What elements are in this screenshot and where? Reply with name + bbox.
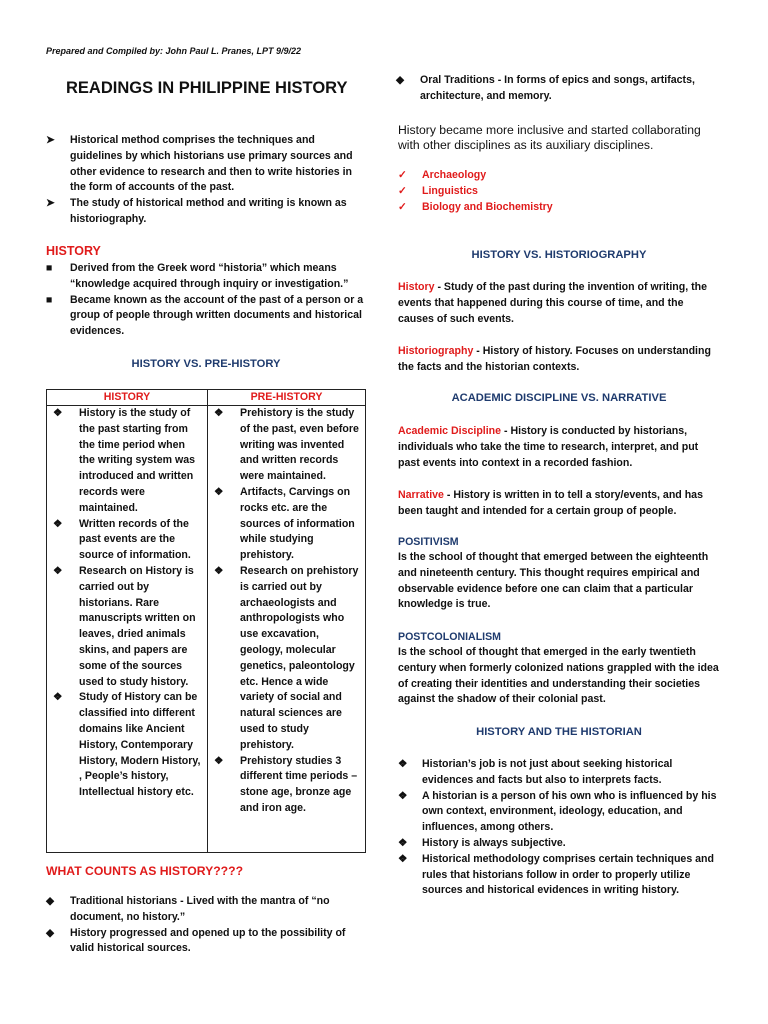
list-item: ❖ Artifacts, Carvings on rocks etc. are the sources of information while studying prehistory.	[214, 485, 355, 562]
history-list	[46, 261, 368, 340]
four-diamond-bullet-icon: ❖	[53, 517, 63, 530]
list-item: ✓ Linguistics	[398, 184, 718, 200]
history-definition: History - Study of the past during the invention of writing, the events that happened during this course of time, and the causes of such events.	[398, 281, 707, 325]
historiography-definition: Historiography - History of history. Focuses on understanding the facts and the historian contexts.	[398, 345, 711, 373]
diamond-bullet-icon: ◆	[396, 74, 405, 86]
list-item: ❖ Research on prehistory is carried out by archaeologists and anthropologists who use excavation, geology, molecular genetics, paleontology etc. Hence a wide variety of social and natural sciences are used to study prehistory.	[214, 564, 359, 751]
oral-traditions-list	[396, 73, 726, 105]
table-cell-history	[47, 406, 208, 853]
four-diamond-bullet-icon: ❖	[53, 691, 63, 704]
list-item: ■ Became known as the account of the past of a person or a group of people through written documents and historical evidences.	[46, 293, 364, 338]
historian-list	[398, 757, 724, 899]
comparison-table	[46, 389, 366, 853]
history-heading: HISTORY	[46, 244, 101, 258]
four-diamond-bullet-icon: ❖	[398, 789, 408, 802]
table-cell-pre-history	[208, 406, 366, 853]
four-diamond-bullet-icon: ❖	[398, 836, 408, 849]
list-item: ❖ A historian is a person of his own who is influenced by his own context, environment, ideology, education, and influences, among others.	[398, 789, 717, 834]
four-diamond-bullet-icon: ❖	[398, 758, 408, 770]
list-item: ❖ Written records of the past events are the source of information.	[53, 517, 191, 562]
term-label: Narrative	[398, 489, 444, 501]
list-item: ❖ History is the study of the past starting from the time period when the writing system was introduced and written records were maintained.	[53, 407, 195, 514]
term-label: History	[398, 281, 435, 293]
positivism-label: POSITIVISM	[398, 536, 459, 548]
diamond-bullet-icon: ◆	[46, 926, 55, 939]
intro-list	[46, 133, 364, 228]
academic-discipline-definition: Academic Discipline - History is conducted by historians, individuals who take the time to research, interpret, and put past events into context in a recorded fashion.	[398, 425, 699, 469]
list-item: ◆ History progressed and opened up to the possibility of valid historical sources.	[46, 926, 346, 955]
four-diamond-bullet-icon: ❖	[214, 564, 224, 577]
list-item: ➤ Historical method comprises the techniques and guidelines by which historians use primary sources and other evidence to research and then to write histories in the form of accounts of the past.	[46, 134, 353, 194]
page-title: READINGS IN PHILIPPINE HISTORY	[66, 79, 348, 97]
square-bullet-icon: ■	[46, 262, 53, 274]
square-bullet-icon: ■	[46, 293, 53, 306]
what-counts-heading: WHAT COUNTS AS HISTORY????	[46, 864, 244, 878]
arrowhead-bullet-icon: ➤	[46, 197, 55, 210]
list-item: ◆ Oral Traditions - In forms of epics and songs, artifacts, architecture, and memory.	[396, 74, 695, 102]
what-counts-list	[46, 894, 364, 957]
auxiliary-list	[398, 168, 718, 215]
four-diamond-bullet-icon: ❖	[214, 754, 224, 767]
list-item: ■ Derived from the Greek word “historia” which means “knowledge acquired through inquiry or investigation.”	[46, 262, 349, 290]
list-item: ❖ Historian’s job is not just about seeking historical evidences and facts but also to interprets facts.	[398, 758, 673, 786]
diamond-bullet-icon: ◆	[46, 895, 55, 907]
list-item: ❖ Study of History can be classified into different domains like Ancient History, Contemporary History, Modern History, , People’s history, Intellectual history etc.	[53, 691, 201, 799]
positivism-text: Is the school of thought that emerged between the eighteenth and nineteenth century. This thought requires empirical and observable evidence before one can claim that a particular knowledge is true.	[398, 551, 709, 611]
four-diamond-bullet-icon: ❖	[214, 407, 224, 419]
check-icon: ✓	[398, 184, 407, 197]
list-item: ✓ Archaeology	[398, 168, 718, 184]
inclusive-heading: History became more inclusive and started collaborating with other disciplines as its auxiliary disciplines.	[398, 123, 701, 152]
term-label: Academic Discipline	[398, 425, 502, 437]
narrative-definition: Narrative - History is written in to tell a story/events, and has been taught and intended for a certain group of people.	[398, 489, 703, 517]
postcolonialism-label: POSTCOLONIALISM	[398, 631, 501, 643]
check-icon: ✓	[398, 169, 407, 181]
postcolonialism-text: Is the school of thought that emerged in the early twentieth century when formerly colonized nations grappled with the idea of creating their identities and understanding their societies against the shadow of their colonial past.	[398, 646, 719, 706]
credit-line: Prepared and Compiled by: John Paul L. Pranes, LPT 9/9/22	[46, 46, 302, 56]
arrowhead-bullet-icon: ➤	[46, 134, 55, 146]
list-item: ✓ Biology and Biochemistry	[398, 200, 718, 216]
four-diamond-bullet-icon: ❖	[53, 564, 63, 577]
list-item: ❖ Historical methodology comprises certain techniques and rules that historians follow in order to properly utilize sources and historical evidences in writing history.	[398, 852, 714, 897]
list-item: ◆ Traditional historians - Lived with the mantra of “no document, no history.”	[46, 895, 330, 923]
academic-vs-narrative-heading: ACADEMIC DISCIPLINE VS. NARRATIVE	[451, 392, 667, 404]
check-icon: ✓	[398, 200, 407, 213]
list-item: ❖ History is always subjective.	[398, 836, 724, 852]
history-and-historian-heading: HISTORY AND THE HISTORIAN	[476, 726, 642, 738]
list-item: ❖ Research on History is carried out by historians. Rare manuscripts written on leaves, dried animals skins, and papers are some of the sources used to study history.	[53, 564, 196, 688]
four-diamond-bullet-icon: ❖	[53, 407, 63, 419]
table-header-pre-history: PRE-HISTORY	[208, 390, 366, 406]
four-diamond-bullet-icon: ❖	[398, 852, 408, 865]
list-item: ❖ Prehistory is the study of the past, even before writing was invented and written records were maintained.	[214, 407, 359, 483]
pre-history-heading: HISTORY VS. PRE-HISTORY	[131, 358, 281, 370]
table-header-history: HISTORY	[47, 390, 208, 406]
history-vs-historiography-heading: HISTORY VS. HISTORIOGRAPHY	[471, 249, 647, 261]
term-label: Historiography	[398, 345, 474, 357]
four-diamond-bullet-icon: ❖	[214, 485, 224, 498]
list-item: ➤ The study of historical method and writing is known as historiography.	[46, 197, 347, 225]
list-item: ❖ Prehistory studies 3 different time periods – stone age, bronze age and iron age.	[214, 754, 358, 814]
